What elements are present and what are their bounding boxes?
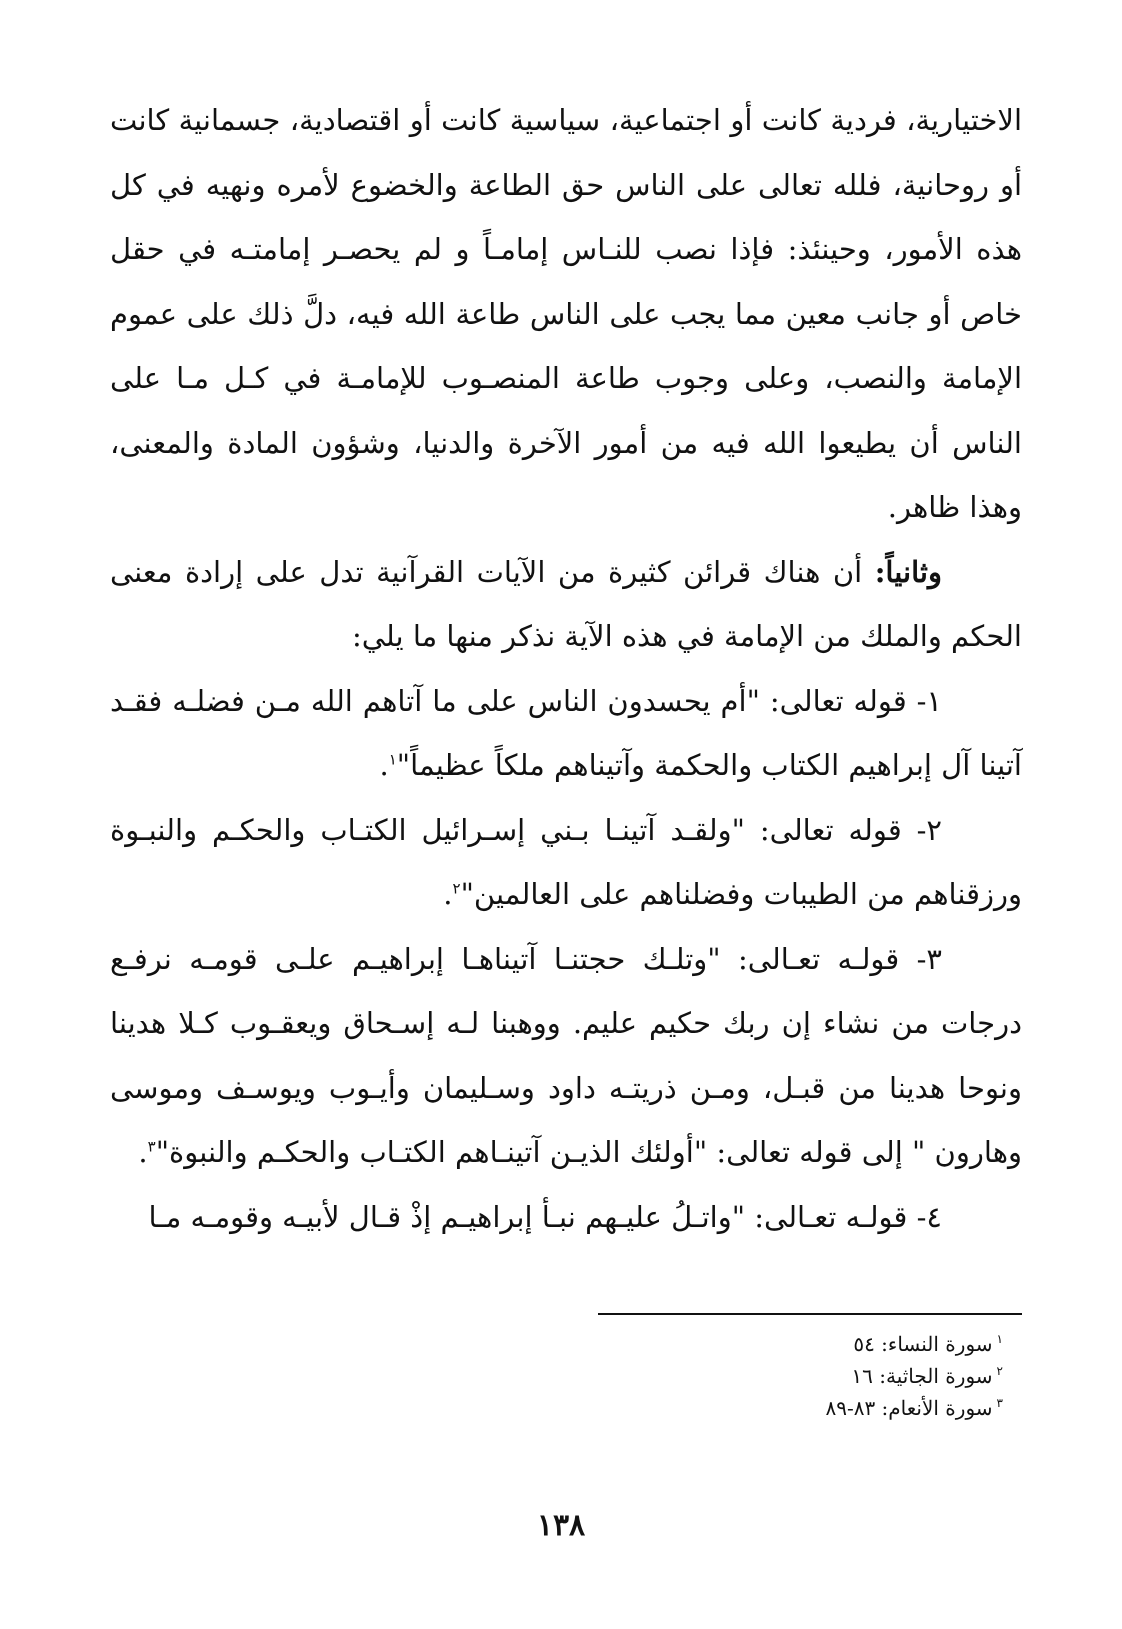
paragraph-text: ٤- قولـه تعـالى: "واتـلُ عليـهم نبـأ إبراهيـم إذْ قـال لأبيـه وقومـه مـا	[148, 1199, 942, 1234]
paragraph-text: الاختيارية، فردية كانت أو اجتماعية، سياسية كانت أو اقتصادية، جسمانية كانت أو روحانية، فلله تعالى على الناس حق الطاعة والخضوع لأمره ونهيه في كل هذه الأمور، وحينئذ: فإذا نصب للنـاس إمامـاً و لم يحصـر إمامتـه في حقل خاص أو جانب معين مما يجب على الناس طاعة الله فيه، دلَّ ذلك على عموم الإمامة والنصب، وعلى وجوب طاعة المنصـوب للإمامـة في كـل مـا على الناس أن يطيعوا الله فيه من أمور الآخرة والدنيا، وشؤون المادة والمعنى، وهذا ظاهر.	[110, 103, 1022, 524]
main-text	[110, 88, 1022, 1249]
footnote-text: سورة الأنعام: ٨٣-٨٩	[825, 1396, 993, 1420]
paragraph-lead: وثانياً:	[874, 554, 942, 589]
footnote-ref-1: ١	[388, 750, 397, 769]
paragraph-tail: .	[138, 1135, 148, 1169]
paragraph-tail: .	[443, 877, 453, 911]
paragraph-text: أن هناك قرائن كثيرة من الآيات القرآنية تدل على إرادة معنى الحكم والملك من الإمامة في هذه الآية نذكر منها ما يلي:	[110, 554, 1022, 653]
page-number: ١٣٨	[536, 1508, 586, 1543]
paragraph-text: ٢- قوله تعالى: "ولقـد آتينـا بـني إسـرائيل الكتـاب والحكـم والنبـوة ورزقناهم من الطيبات وفضلناهم على العالمين"	[110, 812, 1022, 911]
footnote-ref-3: ٣	[147, 1137, 156, 1156]
quote-item-4	[110, 1185, 1022, 1250]
footnote-text: سورة النساء: ٥٤	[853, 1332, 993, 1356]
footnotes	[500, 1328, 1003, 1424]
footnote-separator	[598, 1313, 1022, 1315]
paragraph-text: ٣- قولـه تعـالى: "وتلـك حجتنـا آتيناهـا إبراهيـم علـى قومـه نرفـع درجات من نشاء إن ربك حكيم عليم. ووهبنا لـه إسـحاق ويعقـوب كـلا هدينا ونوحا هدينا من قبـل، ومـن ذريتـه داود وسـليمان وأيـوب ويوسـف وموسى وهارون " إلى قوله تعالى: "أولئك الذيـن آتينـاهم الكتـاب والحكـم والنبوة"	[110, 941, 1022, 1169]
footnote-ref-2: ٢	[452, 879, 461, 898]
footnote-number: ١	[996, 1332, 1003, 1347]
paragraph-tail: .	[379, 748, 389, 782]
quote-item-1	[110, 669, 1022, 798]
paragraph-1	[110, 88, 1022, 540]
footnote-1	[500, 1328, 1003, 1360]
footnote-3	[500, 1392, 1003, 1424]
paragraph-text: ١- قوله تعالى: "أم يحسدون الناس على ما آتاهم الله مـن فضلـه فقـد آتينا آل إبراهيم الكتاب والحكمة وآتيناهم ملكاً عظيماً"	[110, 683, 1022, 782]
paragraph-2	[110, 540, 1022, 669]
quote-item-3	[110, 927, 1022, 1185]
footnote-2	[500, 1360, 1003, 1392]
footnote-number: ٣	[996, 1396, 1003, 1411]
footnote-number: ٢	[996, 1364, 1003, 1379]
footnote-text: سورة الجاثية: ١٦	[851, 1364, 993, 1388]
quote-item-2	[110, 798, 1022, 927]
